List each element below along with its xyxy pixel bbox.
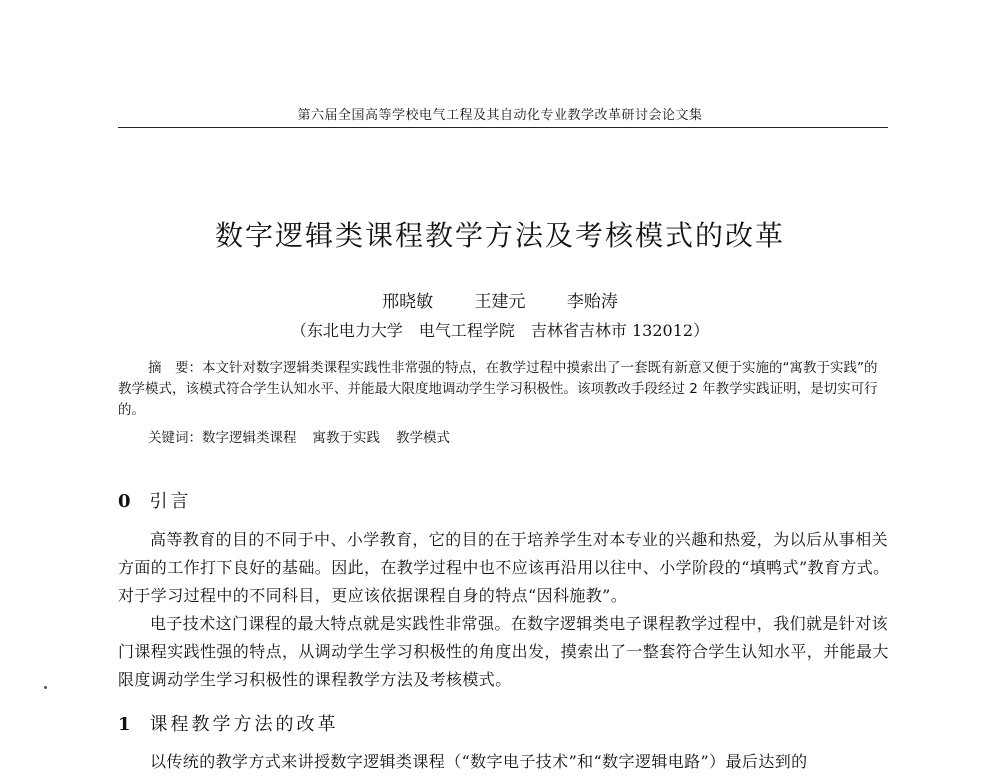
truncated-paragraph xyxy=(118,748,892,771)
abstract-text: 本文针对数字逻辑类课程实践性非常强的特点，在教学过程中摸索出了一套既有新意又便于实施的“寓教于实践”的教学模式，该模式符合学生认知水平、并能最大限度地调动学生学习积极性。该项教改手段经过 2 年教学实践证明，是切实可行的。 xyxy=(118,360,878,418)
keywords xyxy=(148,426,466,446)
section-number: 0 xyxy=(118,491,134,512)
author-name: 王建元 xyxy=(474,292,526,312)
abstract-label: 摘 要： xyxy=(148,360,202,376)
running-header: 第六届全国高等学校电气工程及其自动化专业教学改革研讨会论文集 xyxy=(297,108,703,123)
paper-title: 数字逻辑类课程教学方法及考核模式的改革 xyxy=(214,219,785,252)
scan-speck xyxy=(44,686,47,689)
paragraph: 高等教育的目的不同于中、小学教育，它的目的在于培养学生对本专业的兴趣和热爱，为以后从事相关方面的工作打下良好的基础。因此，在教学过程中也不应该再沿用以往中、小学阶段的“填鸭式”教育方式。对于学习过程中的不同科目，更应该依据课程自身的特点“因科施教”。 xyxy=(118,530,890,605)
paragraph: 电子技术这门课程的最大特点就是实践性非常强。在数字逻辑类电子课程教学过程中，我们就是针对该门课程实践性强的特点，从调动学生学习积极性的角度出发，摸索出了一整套符合学生认知水平，并能最大限度调动学生学习积极性的课程教学方法及考核模式。 xyxy=(118,614,889,689)
abstract xyxy=(118,358,890,421)
author-name: 邢晓敏 xyxy=(382,292,434,312)
keywords-label: 关键词： xyxy=(148,430,202,446)
paragraph-line: 以传统的教学方式来讲授数字逻辑类课程（“数字电子技术”和“数字逻辑电路”）最后达到的 xyxy=(150,752,808,771)
affiliation: （东北电力大学 电气工程学院 吉林省吉林市 132012） xyxy=(290,321,710,340)
section-title: 课程教学方法的改革 xyxy=(149,714,339,735)
keyword: 教学模式 xyxy=(396,430,450,446)
section-heading-intro xyxy=(118,487,192,513)
author-name: 李贻涛 xyxy=(566,292,618,312)
section-number: 1 xyxy=(118,714,134,735)
author-list xyxy=(0,287,1000,312)
header-rule xyxy=(118,127,888,128)
section-heading-methods xyxy=(118,710,339,736)
keyword: 数字逻辑类课程 xyxy=(202,430,297,446)
keyword: 寓教于实践 xyxy=(312,430,380,446)
intro-body xyxy=(118,526,892,694)
section-title: 引言 xyxy=(149,491,192,512)
